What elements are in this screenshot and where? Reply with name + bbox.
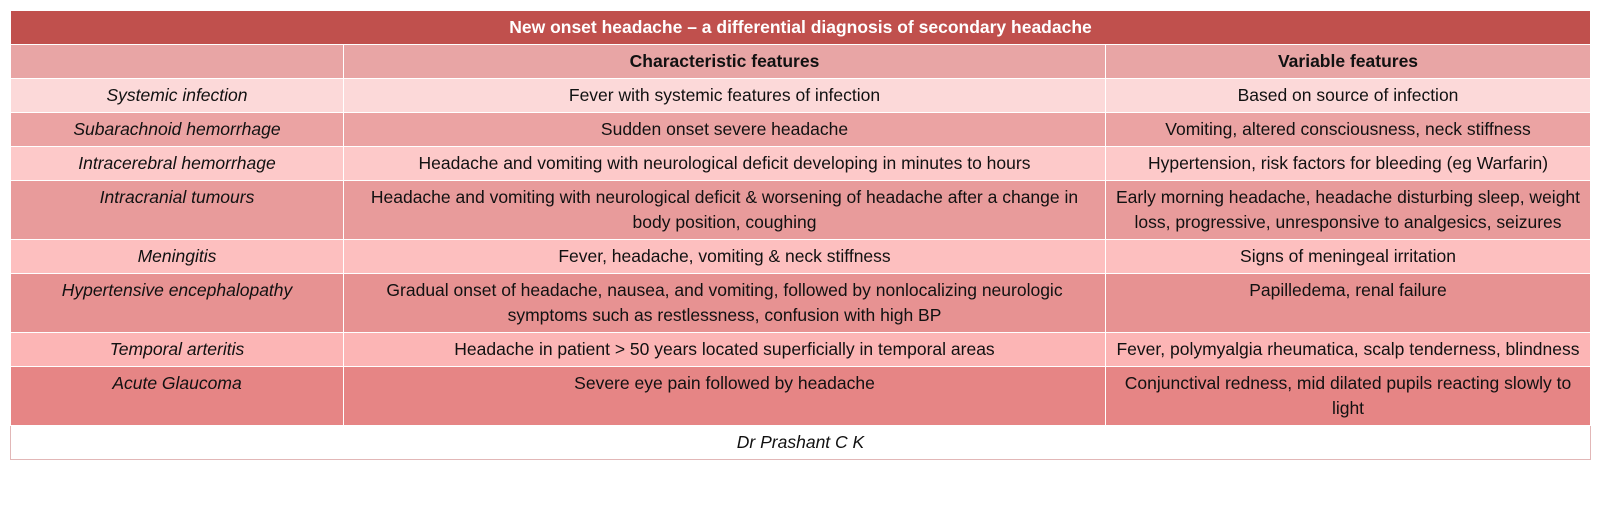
variable-cell: Signs of meningeal irritation xyxy=(1106,240,1591,274)
table-row xyxy=(11,147,1591,181)
characteristic-cell: Headache and vomiting with neurological deficit & worsening of headache after a change in body position, coughing xyxy=(344,181,1106,240)
header-characteristic-features: Characteristic features xyxy=(344,45,1106,79)
characteristic-cell: Headache and vomiting with neurological deficit developing in minutes to hours xyxy=(344,147,1106,181)
footer-row xyxy=(11,426,1591,460)
table-container xyxy=(10,10,1590,460)
characteristic-cell: Gradual onset of headache, nausea, and vomiting, followed by nonlocalizing neurologic symptoms such as restlessness, confusion with high BP xyxy=(344,274,1106,333)
table-row xyxy=(11,367,1591,426)
variable-cell: Papilledema, renal failure xyxy=(1106,274,1591,333)
characteristic-cell: Severe eye pain followed by headache xyxy=(344,367,1106,426)
table-row xyxy=(11,240,1591,274)
table-row xyxy=(11,113,1591,147)
header-variable-features: Variable features xyxy=(1106,45,1591,79)
characteristic-cell: Fever, headache, vomiting & neck stiffness xyxy=(344,240,1106,274)
table-row xyxy=(11,79,1591,113)
variable-cell: Hypertension, risk factors for bleeding (eg Warfarin) xyxy=(1106,147,1591,181)
header-row xyxy=(11,45,1591,79)
characteristic-cell: Headache in patient > 50 years located superficially in temporal areas xyxy=(344,333,1106,367)
variable-cell: Vomiting, altered consciousness, neck stiffness xyxy=(1106,113,1591,147)
condition-cell: Intracerebral hemorrhage xyxy=(11,147,344,181)
author-credit: Dr Prashant C K xyxy=(11,426,1591,460)
table-row xyxy=(11,181,1591,240)
table-row xyxy=(11,333,1591,367)
condition-cell: Acute Glaucoma xyxy=(11,367,344,426)
condition-cell: Subarachnoid hemorrhage xyxy=(11,113,344,147)
table-title: New onset headache – a differential diagnosis of secondary headache xyxy=(11,11,1591,45)
title-row xyxy=(11,11,1591,45)
condition-cell: Intracranial tumours xyxy=(11,181,344,240)
characteristic-cell: Fever with systemic features of infection xyxy=(344,79,1106,113)
condition-cell: Systemic infection xyxy=(11,79,344,113)
variable-cell: Early morning headache, headache disturbing sleep, weight loss, progressive, unresponsive to analgesics, seizures xyxy=(1106,181,1591,240)
variable-cell: Conjunctival redness, mid dilated pupils reacting slowly to light xyxy=(1106,367,1591,426)
condition-cell: Temporal arteritis xyxy=(11,333,344,367)
table-row xyxy=(11,274,1591,333)
characteristic-cell: Sudden onset severe headache xyxy=(344,113,1106,147)
differential-diagnosis-table xyxy=(10,10,1591,460)
variable-cell: Fever, polymyalgia rheumatica, scalp tenderness, blindness xyxy=(1106,333,1591,367)
condition-cell: Meningitis xyxy=(11,240,344,274)
variable-cell: Based on source of infection xyxy=(1106,79,1591,113)
header-condition xyxy=(11,45,344,79)
condition-cell: Hypertensive encephalopathy xyxy=(11,274,344,333)
